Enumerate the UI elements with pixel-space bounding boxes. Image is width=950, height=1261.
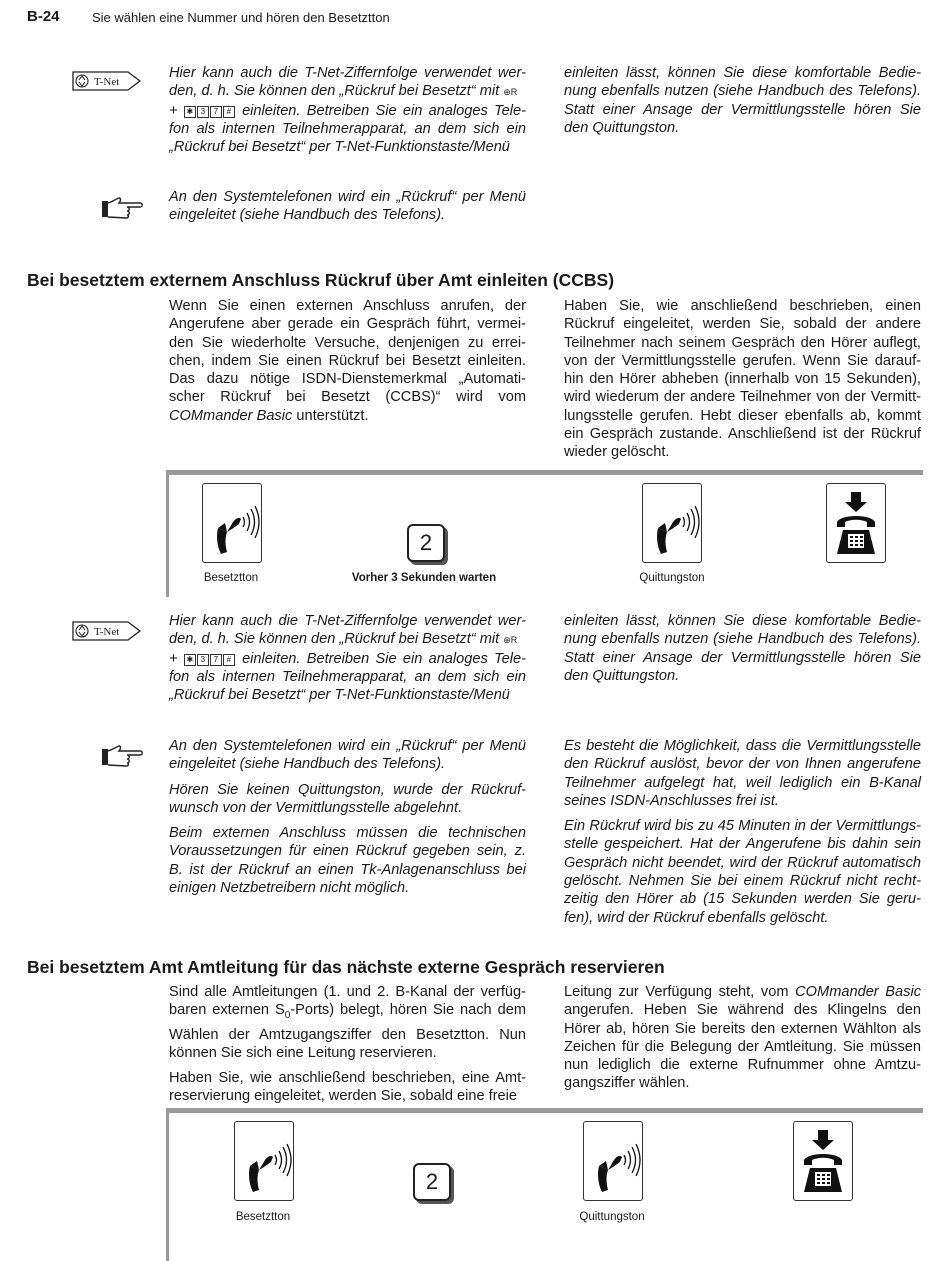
star-key-icon: ✱	[184, 106, 196, 118]
ccbs-notes-right: Es besteht die Möglichkeit, dass die Vermittlungsstelle den Rückruf auslöst, bevor der von Ihnen angerufene Teilnehmer aufgelegt hat, weil lediglich ein B-Kanal seines ISDN-Anschlusses frei ist. Ein Rückruf wird bis zu 45 Minuten in der Vermittlungs-stelle gespeichert. Hat der Angerufene bis dahin sein Gespräch nicht beendet, wird der Rückruf automatisch gelöscht. Nehmen Sie bei einem Rückruf nicht recht-zeitig den Hörer ab (15 Sekunden werden Sie geru-fen), wird der Rückruf ebenfalls gelöscht.	[564, 738, 921, 926]
ccbs-text-right: Haben Sie, wie anschließend beschrieben, einen Rückruf eingeleitet, werden Sie, sobald der andere Teilnehmer nach seinem Gespräch den Hörer auflegt, von der Vermittlungsstelle gerufen. Wenn Sie darauf-hin den Hörer abheben (innerhalb von 15 Sekunden), wird wiederum der andere Teilnehmer von der Vermitt-lungsstelle gerufen. Hebt dieser ebenfalls ab, kommt ein Gespräch zustande. Anschließend ist der Rückruf wieder gelöscht.	[564, 298, 921, 461]
section-title-ccbs: Bei besetztem externem Anschluss Rückruf über Amt einleiten (CCBS)	[27, 270, 615, 290]
phone-ringing-icon	[642, 483, 702, 563]
hash-key-icon: #	[223, 106, 235, 118]
caption-wait: Vorher 3 Sekunden warten	[351, 572, 497, 584]
ccbs-tnet-text-right: einleiten lässt, können Sie diese komfortable Bedie-nung ebenfalls nutzen (siehe Handbuch des Telefons). Statt einer Ansage der Vermittlungsstelle hören Sie den Quittungston.	[564, 613, 921, 684]
phone-ringing-icon	[583, 1121, 643, 1201]
tnet-label: T-Net	[94, 626, 120, 638]
ccbs-tnet-text-left: Hier kann auch die T-Net-Ziffernfolge verwendet wer-den, d. h. Sie können den „Rückruf bei Besetzt“ mit ⊕R + ✱ 3 7 # einleiten. Betreiben Sie ein analoges Tele-fon als internen Teilnehmerapparat, an dem sich ein „Rückruf bei Besetzt“ per T-Net-Funktionstaste/Menü	[169, 613, 526, 704]
caption-ack-tone: Quittungston	[639, 572, 705, 584]
key-3-icon: 3	[197, 106, 209, 118]
hang-up-phone-icon	[793, 1121, 853, 1201]
tnet-icon	[72, 70, 142, 92]
hang-up-phone-icon	[826, 483, 886, 563]
key-3-icon: 3	[197, 654, 209, 666]
tnet-icon	[72, 620, 142, 642]
pointing-hand-icon	[100, 744, 144, 768]
key-7-icon: 7	[210, 654, 222, 666]
page-number: B-24	[27, 8, 60, 25]
amt-text-left: Sind alle Amtleitungen (1. und 2. B-Kanal der verfüg-baren externen $S_0-Ports$) belegt, hören Sie nach dem Wählen der Amtzugangsziffer den Besetztton. Nun können Sie sich eine Leitung reservieren. Haben Sie, wie anschließend beschrieben, eine Amt-reservierung eingeleitet, werden Sie, sobald eine freie	[169, 984, 526, 1105]
caption-ack-tone: Quittungston	[579, 1211, 645, 1223]
key-2-icon: 2	[413, 1163, 451, 1201]
chapter-title: Sie wählen eine Nummer und hören den Besetztton	[92, 10, 390, 25]
phone-ringing-icon	[234, 1121, 294, 1201]
pointing-hand-icon	[100, 196, 144, 220]
tnet-text-left: Hier kann auch die T-Net-Ziffernfolge verwendet wer-den, d. h. Sie können den „Rückruf bei Besetzt“ mit ⊕R + ✱ 3 7 # einleiten. Betreiben Sie ein analoges Tele-fon als internen Teilnehmerapparat, an dem sich ein „Rückruf bei Besetzt“ per T-Net-Funktionstaste/Menü	[169, 65, 526, 156]
star-key-icon: ✱	[184, 654, 196, 666]
key-7-icon: 7	[210, 106, 222, 118]
phone-ringing-icon	[202, 483, 262, 563]
tnet-text-right: einleiten lässt, können Sie diese komfortable Bedie-nung ebenfalls nutzen (siehe Handbuch des Telefons). Statt einer Ansage der Vermittlungsstelle hören Sie den Quittungston.	[564, 65, 921, 136]
ccbs-notes-left: An den Systemtelefonen wird ein „Rückruf“ per Menü eingeleitet (siehe Handbuch des Telefons). Hören Sie keinen Quittungston, wurde der Rückruf-wunsch von der Vermittlungsstelle abgelehnt. Beim externen Anschluss müssen die technischen Voraussetzungen für einen Rückruf gegeben sein, z. B. ist der Rückruf an einen Tk-Anlagenanschluss bei einigen Netzbetreibern nicht möglich.	[169, 738, 526, 897]
tnet-label: T-Net	[94, 76, 120, 88]
key-2-icon: 2	[407, 524, 445, 562]
section-title-amt: Bei besetztem Amt Amtleitung für das nächste externe Gespräch reservieren	[27, 957, 665, 977]
r-key-icon: ⊕R	[503, 635, 518, 646]
caption-busy-tone: Besetztton	[203, 572, 259, 584]
r-key-icon: ⊕R	[503, 87, 518, 98]
caption-busy-tone: Besetztton	[235, 1211, 291, 1223]
hash-key-icon: #	[223, 654, 235, 666]
amt-text-right: Leitung zur Verfügung steht, vom COMmander Basic angerufen. Heben Sie während des Klingelns den Hörer ab, hören Sie bereits den externen Wählton als Zeichen für die Belegung der Amtleitung. Sie müssen nun lediglich die externe Rufnummer ohne Amtzu-gangsziffer wählen.	[564, 984, 921, 1092]
note-top: An den Systemtelefonen wird ein „Rückruf“ per Menü eingeleitet (siehe Handbuch des Telefons).	[169, 189, 526, 224]
ccbs-text-left: Wenn Sie einen externen Anschluss anrufen, der Angerufene aber gerade ein Gespräch führt, vermei-den Sie wiederholte Versuche, denjenigen zu errei-chen, indem Sie einen Rückruf bei Besetzt einleiten. Das dazu nötige ISDN-Dienstemerkmal „Automati-scher Rückruf bei Besetzt (CCBS)“ wird vom COMmander Basic unterstützt.	[169, 298, 526, 424]
